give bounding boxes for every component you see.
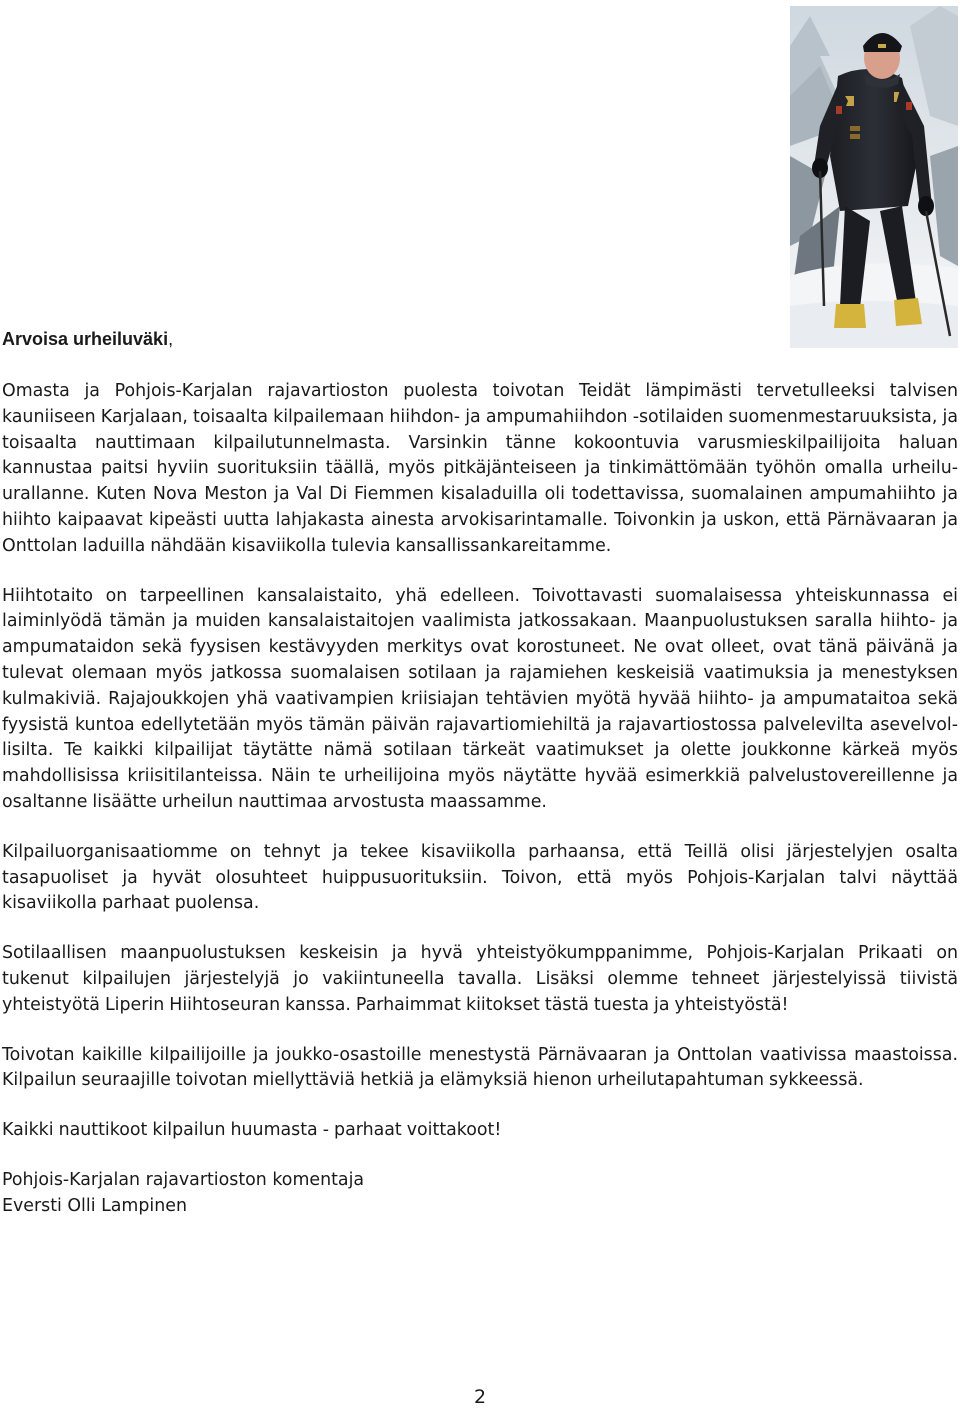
greeting-comma: , (168, 329, 174, 349)
paragraph-organisation: Kilpailuorganisaatiomme on tehnyt ja tekee kisaviikolla parhaansa, että Teillä olisi järjestelyjen osalta tasapuoliset ja hyvät olosuhteet huippusuorituksiin. Toivon, että myös Pohjois-Karjalan talvi näyttää kisaviikolla parhaat puolensa. (2, 841, 958, 914)
letter-body (2, 379, 958, 1219)
paragraph-partners: Sotilaallisen maanpuolustuksen keskeisin ja hyvä yhteistyökumppanimme, Pohjois-Karjalan Prikaati on tukenut kilpailujen järjestelyjä jo vakiintuneella tavalla. Lisäksi olemme tehneet järjestelyissä tiivistä yhteistyötä Liperin Hiihtoseuran kanssa. Parhaimmat kiitokset tästä tuesta ja yhteistyöstä! (2, 943, 958, 1015)
signature-name: Eversti Olli Lampinen (2, 1195, 187, 1216)
page-number: 2 (473, 1386, 487, 1408)
paragraph-wishes: Toivotan kaikille kilpailijoille ja joukko-osastoille menestystä Pärnävaaran ja Onttolan vaativissa maastoissa. Kilpailun seuraajille toivotan miellyttäviä hetkiä ja elämyksiä hienon urheilutapahtuman sykkeessä. (2, 1044, 958, 1091)
closing-line: Kaikki nauttikoot kilpailun huumasta - parhaat voittakoot! (2, 1120, 502, 1141)
signature-title: Pohjois-Karjalan rajavartioston komentaja (2, 1169, 365, 1190)
skier-photo-icon (790, 6, 958, 348)
skier-photo (790, 6, 958, 348)
paragraph-welcome: Omasta ja Pohjois-Karjalan rajavartioston puolesta toivotan Teidät lämpimästi tervetulleeksi talvisen kauniiseen Karjalaan, toisaalta kilpailemaan hiihdon- ja ampumahiihdon -sotilaiden suomenmestaruuksista, ja toisaalta nauttimaan kilpailutunnelmasta. Varsinkin tänne kokoontuvia varusmieskilpailijoita haluan kannustaa paitsi hyviin suorituksiin täällä, myös pitkäjänteiseen ja tinkimättömään työhön omalla urheilu-urallanne. Kuten Nova Meston ja Val Di Fiemmen kisaladuilla oli todettavissa, suomalainen ampumahiihto ja hiihto kaipaavat kipeästi uutta lahjakasta ainesta arvokisarintamalle. Toivonkin ja uskon, että Pärnävaaran ja Onttolan laduilla nähdään kisaviikolla tulevia kansallissankareitamme. (2, 381, 958, 556)
greeting-text: Arvoisa urheiluväki (2, 329, 169, 349)
greeting-heading (2, 327, 173, 351)
paragraph-skiing-skill: Hiihtotaito on tarpeellinen kansalaistaito, yhä edelleen. Toivottavasti suomalaisessa yhteiskunnassa ei laiminlyödä tämän ja muiden kansalaistaitojen vaalimista jatkossakaan. Maanpuolustuksen saralla hiihto- ja ampumataidon sekä fyysisen kestävyyden merkitys ovat korostuneet. Ne ovat olleet, ovat tänä päivänä ja tulevat olemaan myös jatkossa suomalaisen sotilaan ja rajamiehen keskeisiä vaatimuksia ja menestyksen kulmakiviä. Rajajoukkojen yhä vaativampien kriisiajan tehtävien myötä hyvää hiihto- ja ampumataitoa sekä fyysistä kuntoa edellytetään myös tämän päivän rajavartiomiehiltä ja rajavartiostossa palvelevilta asevelvollisilta. Te kaikki kilpailijat täytätte nämä sotilaan tärkeät vaatimukset ja olette joukkonne kärkeä myös mahdollisissa kriisitilanteissa. Näin te urheilijoina myös näytätte hyvää esimerkkiä palvelustovereillenne ja osaltanne lisäätte urheilun nauttimaa arvostusta maassamme. (2, 585, 958, 812)
